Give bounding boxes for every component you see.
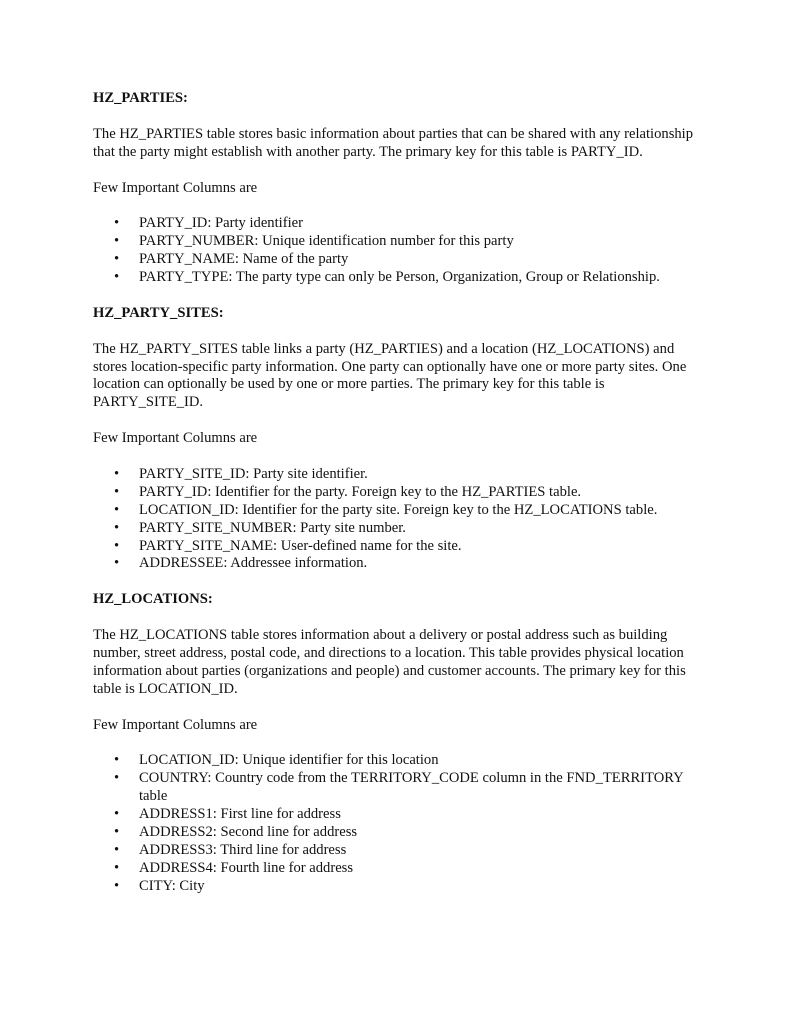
columns-intro: Few Important Columns are <box>93 716 258 733</box>
column-text: CITY: City <box>139 877 205 894</box>
list-item <box>93 538 705 556</box>
bullet-icon: • <box>114 251 120 268</box>
bullet-icon: • <box>114 269 120 286</box>
column-text: ADDRESSEE: Addressee information. <box>139 555 368 572</box>
list-item <box>93 860 705 878</box>
section-heading: HZ_LOCATIONS: <box>93 591 213 608</box>
list-item <box>93 520 705 538</box>
bullet-icon: • <box>114 859 120 876</box>
section-heading: HZ_PARTIES: <box>93 90 188 106</box>
list-item <box>93 806 705 824</box>
list-item <box>93 878 705 896</box>
section-description: The HZ_LOCATIONS table stores information about a delivery or postal address such as building number, street address, postal code, and directions to a location. This table provides physical location information about parties (organizations and people) and customer accounts. The primary key for this table is LOCATION_ID. <box>93 627 686 697</box>
column-text: PARTY_SITE_NUMBER: Party site number. <box>139 519 406 536</box>
document-page <box>93 90 705 896</box>
column-text: COUNTRY: Country code from the TERRITORY_CODE column in the FND_TERRITORY table <box>139 770 684 805</box>
bullet-icon: • <box>114 483 120 500</box>
column-text: PARTY_ID: Identifier for the party. Foreign key to the HZ_PARTIES table. <box>139 483 582 500</box>
list-item <box>93 824 705 842</box>
column-text: PARTY_NUMBER: Unique identification number for this party <box>139 233 514 250</box>
section-hz-locations <box>93 591 705 895</box>
list-item <box>93 842 705 860</box>
column-text: PARTY_SITE_ID: Party site identifier. <box>139 465 368 482</box>
section-description: The HZ_PARTIES table stores basic information about parties that can be shared with any relationship that the party might establish with another party. The primary key for this table is PARTY_ID. <box>93 125 694 160</box>
columns-list <box>93 752 705 895</box>
bullet-icon: • <box>114 555 120 572</box>
section-heading: HZ_PARTY_SITES: <box>93 304 224 321</box>
list-item <box>93 770 705 806</box>
list-item <box>93 269 705 287</box>
section-hz-party-sites <box>93 305 705 574</box>
section-hz-parties <box>93 90 705 287</box>
bullet-icon: • <box>114 465 120 482</box>
bullet-icon: • <box>114 215 120 232</box>
bullet-icon: • <box>114 752 120 769</box>
column-text: PARTY_SITE_NAME: User-defined name for the site. <box>139 537 462 554</box>
columns-list <box>93 466 705 573</box>
bullet-icon: • <box>114 806 120 823</box>
column-text: ADDRESS3: Third line for address <box>139 841 347 858</box>
list-item <box>93 752 705 770</box>
bullet-icon: • <box>114 877 120 894</box>
column-text: PARTY_ID: Party identifier <box>139 215 303 232</box>
list-item <box>93 233 705 251</box>
bullet-icon: • <box>114 501 120 518</box>
list-item <box>93 251 705 269</box>
column-text: PARTY_TYPE: The party type can only be Person, Organization, Group or Relationship. <box>139 269 660 286</box>
bullet-icon: • <box>114 841 120 858</box>
column-text: ADDRESS2: Second line for address <box>139 823 358 840</box>
bullet-icon: • <box>114 233 120 250</box>
bullet-icon: • <box>114 519 120 536</box>
bullet-icon: • <box>114 823 120 840</box>
column-text: LOCATION_ID: Unique identifier for this location <box>139 752 439 769</box>
column-text: PARTY_NAME: Name of the party <box>139 251 349 268</box>
columns-intro: Few Important Columns are <box>93 179 258 196</box>
column-text: ADDRESS1: First line for address <box>139 806 341 823</box>
list-item <box>93 484 705 502</box>
list-item <box>93 502 705 520</box>
section-description: The HZ_PARTY_SITES table links a party (HZ_PARTIES) and a location (HZ_LOCATIONS) and stores location-specific party information. One party can optionally have one or more party sites. One location can optionally be used by one or more parties. The primary key for this table is PARTY_SITE_ID. <box>93 340 687 411</box>
columns-intro: Few Important Columns are <box>93 430 258 447</box>
bullet-icon: • <box>114 537 120 554</box>
list-item <box>93 215 705 233</box>
list-item <box>93 555 705 573</box>
list-item <box>93 466 705 484</box>
column-text: LOCATION_ID: Identifier for the party site. Foreign key to the HZ_LOCATIONS table. <box>139 501 658 518</box>
column-text: ADDRESS4: Fourth line for address <box>139 859 354 876</box>
columns-list <box>93 215 705 287</box>
bullet-icon: • <box>114 770 120 787</box>
